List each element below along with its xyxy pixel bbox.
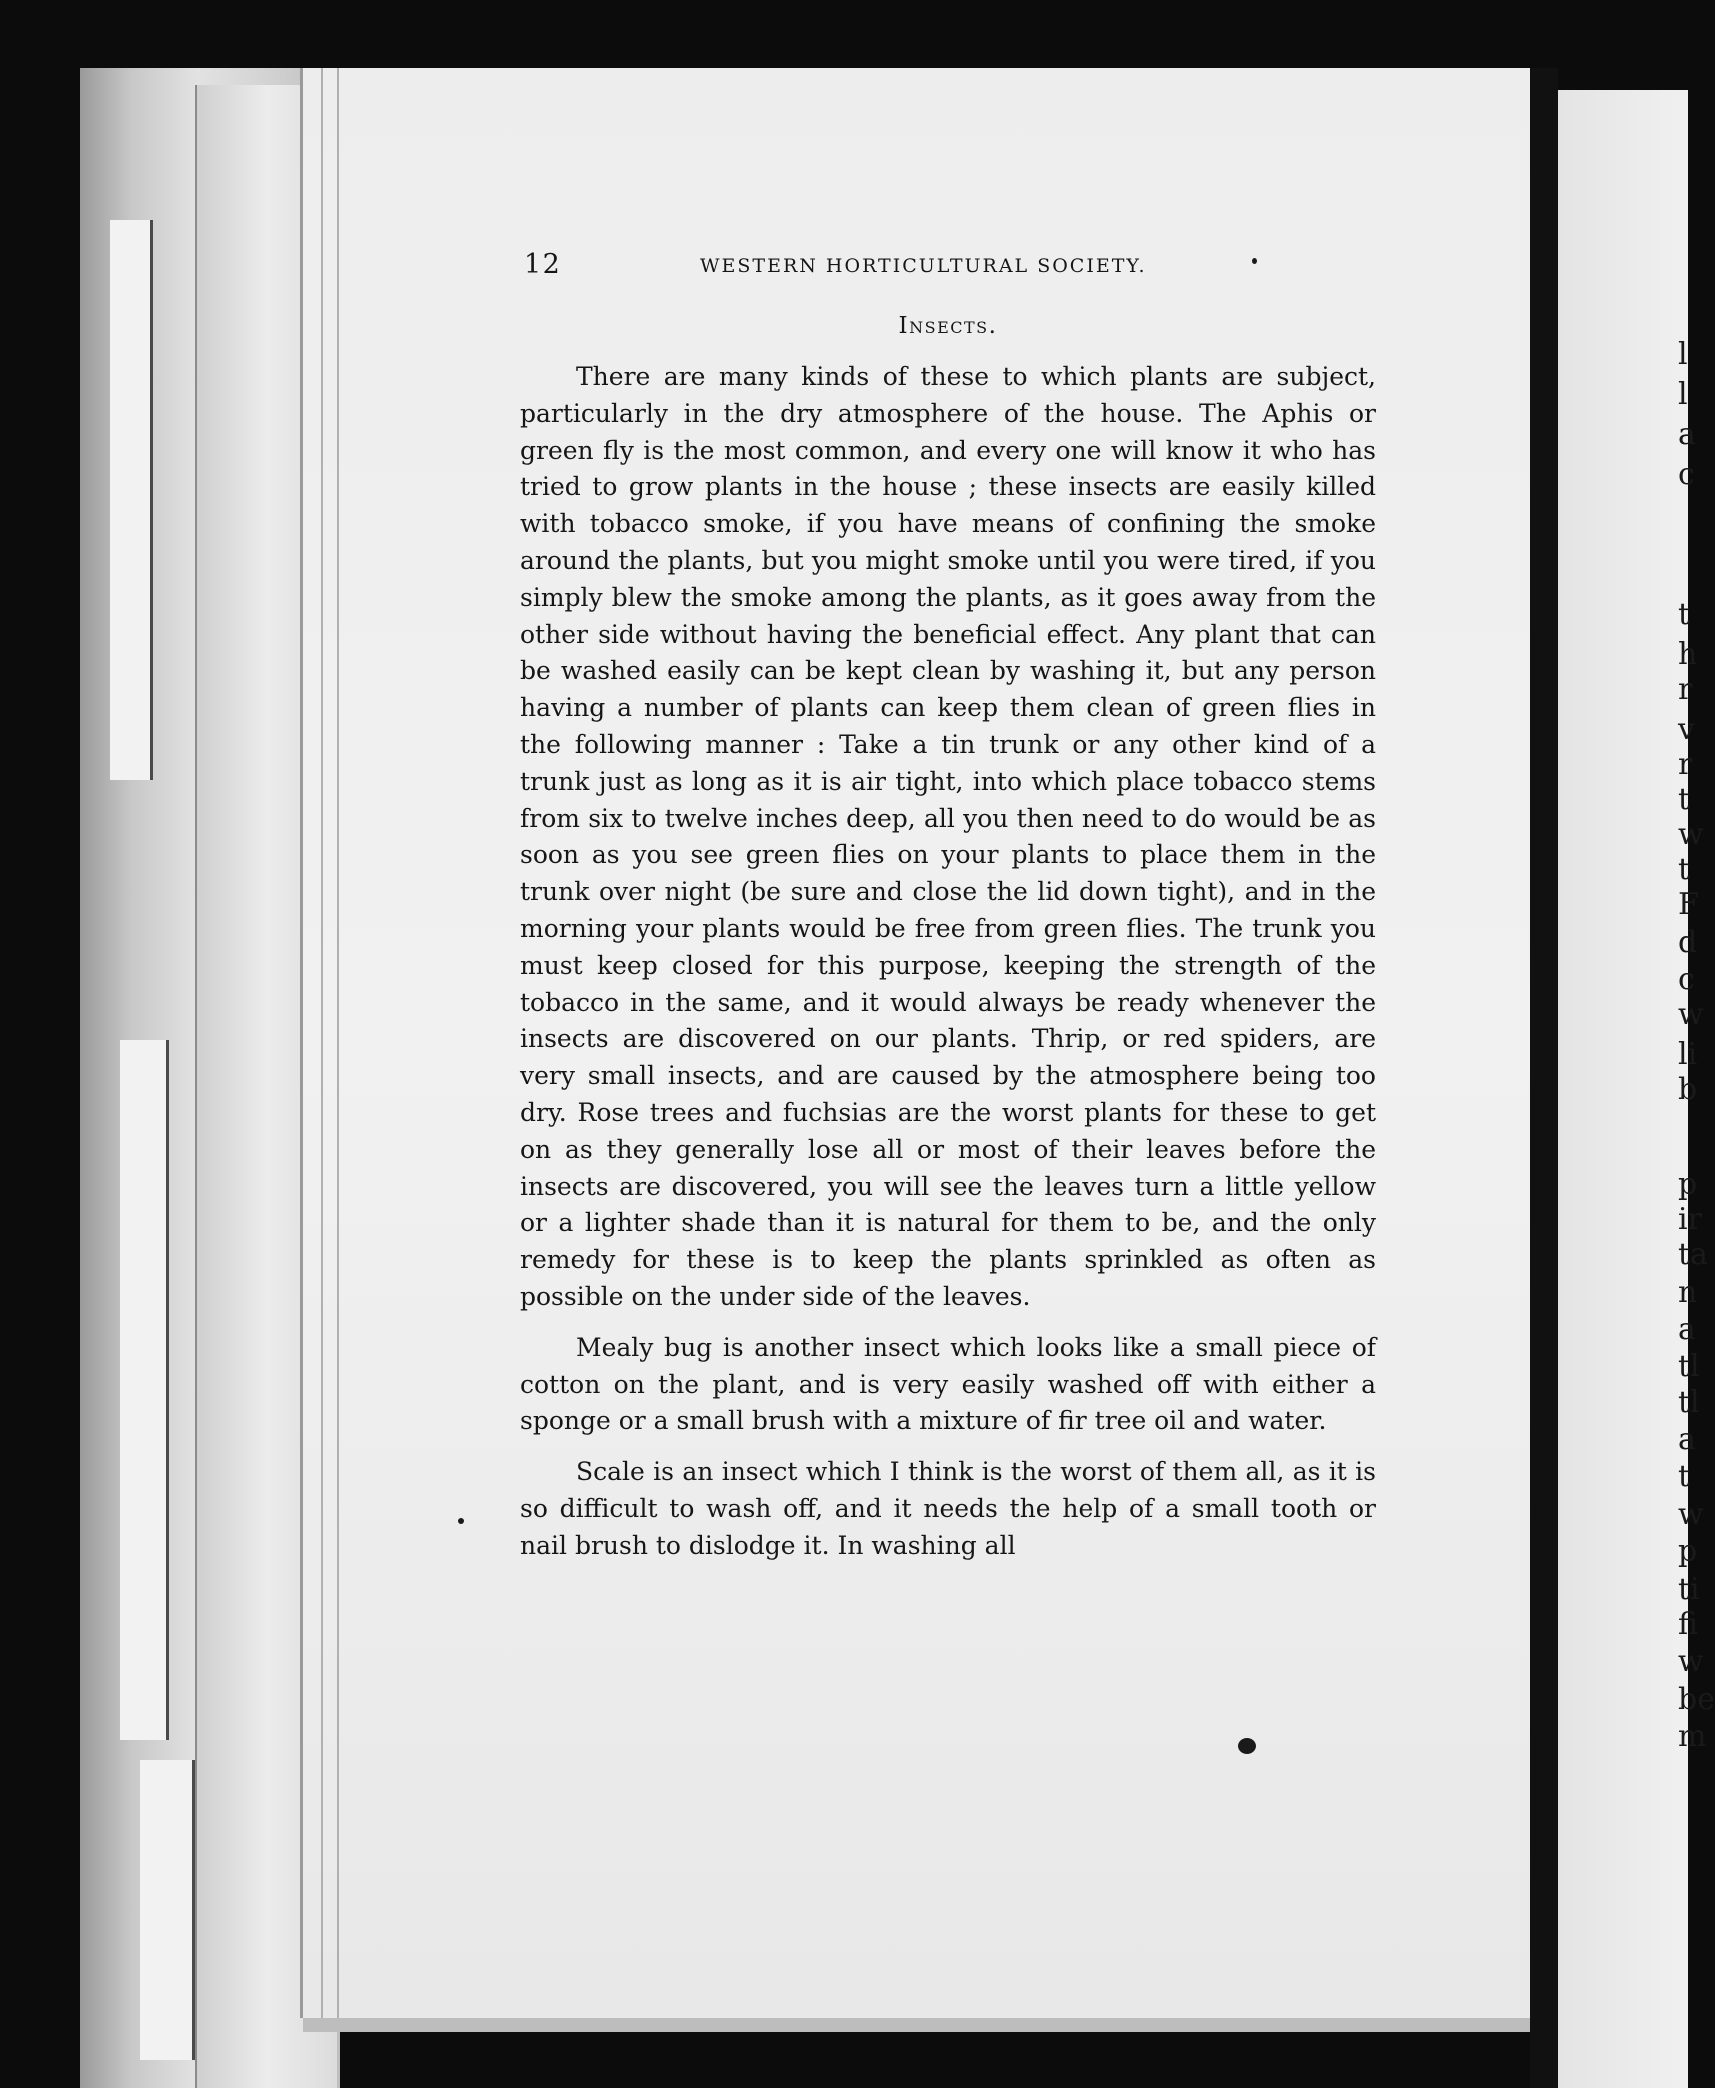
adjacent-page-letter: w xyxy=(1678,1644,1704,1679)
ink-speck xyxy=(1238,1738,1256,1754)
adjacent-page-letter: l xyxy=(1678,377,1688,412)
adjacent-page-letter: c xyxy=(1678,457,1695,492)
adjacent-page-letter: a xyxy=(1678,417,1696,452)
page-edge-line xyxy=(337,68,339,2018)
adjacent-page-letter: w xyxy=(1678,817,1704,852)
page-text-block xyxy=(520,245,1376,1579)
adjacent-page-letter: d xyxy=(1678,925,1698,960)
page-bottom-edge xyxy=(303,2018,1543,2032)
running-title: WESTERN HORTICULTURAL SOCIETY. xyxy=(700,255,1147,277)
section-title: Insects. xyxy=(898,313,998,339)
adjacent-page-letter: b xyxy=(1678,1072,1698,1107)
adjacent-page-letter: ti xyxy=(1678,1572,1700,1607)
torn-paper-strip xyxy=(110,220,153,780)
adjacent-page-letter: m xyxy=(1678,1719,1707,1754)
book-gutter xyxy=(1530,68,1558,2088)
adjacent-page-letter: t xyxy=(1678,1459,1691,1494)
adjacent-page-letter: v xyxy=(1678,712,1695,747)
adjacent-page-letter: t xyxy=(1678,597,1691,632)
adjacent-page-letter: F xyxy=(1678,887,1699,922)
page-edge-line xyxy=(321,68,323,2018)
adjacent-page-letter: h xyxy=(1678,637,1698,672)
adjacent-page-letter: tl xyxy=(1678,1385,1700,1420)
adjacent-page-letter: w xyxy=(1678,997,1704,1032)
body-paragraph: Scale is an insect which I think is the worst of them all, as it is so difficult to wash off, and it needs the help of a small tooth or nail brush to dislodge it. In washing all xyxy=(520,1457,1376,1560)
body-paragraph: Mealy bug is another insect which looks like a small piece of cotton on the plant, and is very easily washed off with either a sponge or a small brush with a mixture of fir tree oil and water. xyxy=(520,1332,1376,1436)
adjacent-page-letter: w xyxy=(1678,1497,1704,1532)
adjacent-page-letter: be xyxy=(1678,1682,1715,1717)
ink-speck xyxy=(458,1518,464,1524)
adjacent-page-letter: p xyxy=(1678,1534,1698,1569)
adjacent-page-letter: l xyxy=(1678,337,1688,372)
adjacent-page-letter: c xyxy=(1678,962,1695,997)
adjacent-page-letter: ir xyxy=(1678,1202,1702,1237)
adjacent-page-letter: a xyxy=(1678,1422,1696,1457)
adjacent-page-letter: r xyxy=(1678,747,1693,782)
adjacent-page-letter: a xyxy=(1678,1312,1696,1347)
adjacent-page-letter: tl xyxy=(1678,1349,1700,1384)
adjacent-page-letter: t xyxy=(1678,852,1691,887)
adjacent-page-letter: fi xyxy=(1678,1607,1699,1642)
torn-paper-strip xyxy=(140,1760,195,2060)
adjacent-page-letter: n xyxy=(1678,1275,1698,1310)
page-number: 12 xyxy=(524,249,562,280)
running-header xyxy=(520,245,1376,291)
adjacent-page-letter: t xyxy=(1678,782,1691,817)
body-paragraph: There are many kinds of these to which plants are subject, particularly in the dry atmosphere of the house. The Aphis or green fly is the most common, and every one will know it who has tried to grow plants in the house ; these insects are easily killed with tobacco smoke, if you have means of confining the smoke around the plants, but you might smoke until you were tired, if you simply blew the smoke among the plants, as it goes away from the other side without having the beneficial effect. Any plant that can be washed easily can be kept clean by washing it, but any person having a number of plants can keep them clean of green flies in the following manner : Take a tin trunk or any other kind of a trunk just as long as it is air tight, into which place tobacco stems from six to twelve inches deep, all you then need to do would be as soon as you see green flies on your plants to place them in the trunk over night (be sure and close the lid down tight), and in the morning your plants would be free from green flies. The trunk you must keep closed for this purpose, keeping the strength of the tobacco in the same, and it would always be ready whenever the insects are discovered on our plants. Thrip, or red spiders, are very small insects, and are caused by the atmosphere being too dry. Rose trees and fuchsias are the worst plants for these to get on as they generally lose all or most of their leaves before the insects are discovered, you will see the leaves turn a little yellow or a lighter shade than it is natural for them to be, and the only remedy for these is to keep the plants sprinkled as often as possible on the under side of the leaves. xyxy=(520,362,1376,1311)
torn-paper-strip xyxy=(120,1040,169,1740)
ink-speck xyxy=(1252,258,1257,264)
adjacent-page-letter: ta xyxy=(1678,1237,1708,1272)
adjacent-page-letter: li xyxy=(1678,1037,1698,1072)
adjacent-page-letter: r xyxy=(1678,672,1693,707)
adjacent-page-letter: p xyxy=(1678,1167,1698,1202)
